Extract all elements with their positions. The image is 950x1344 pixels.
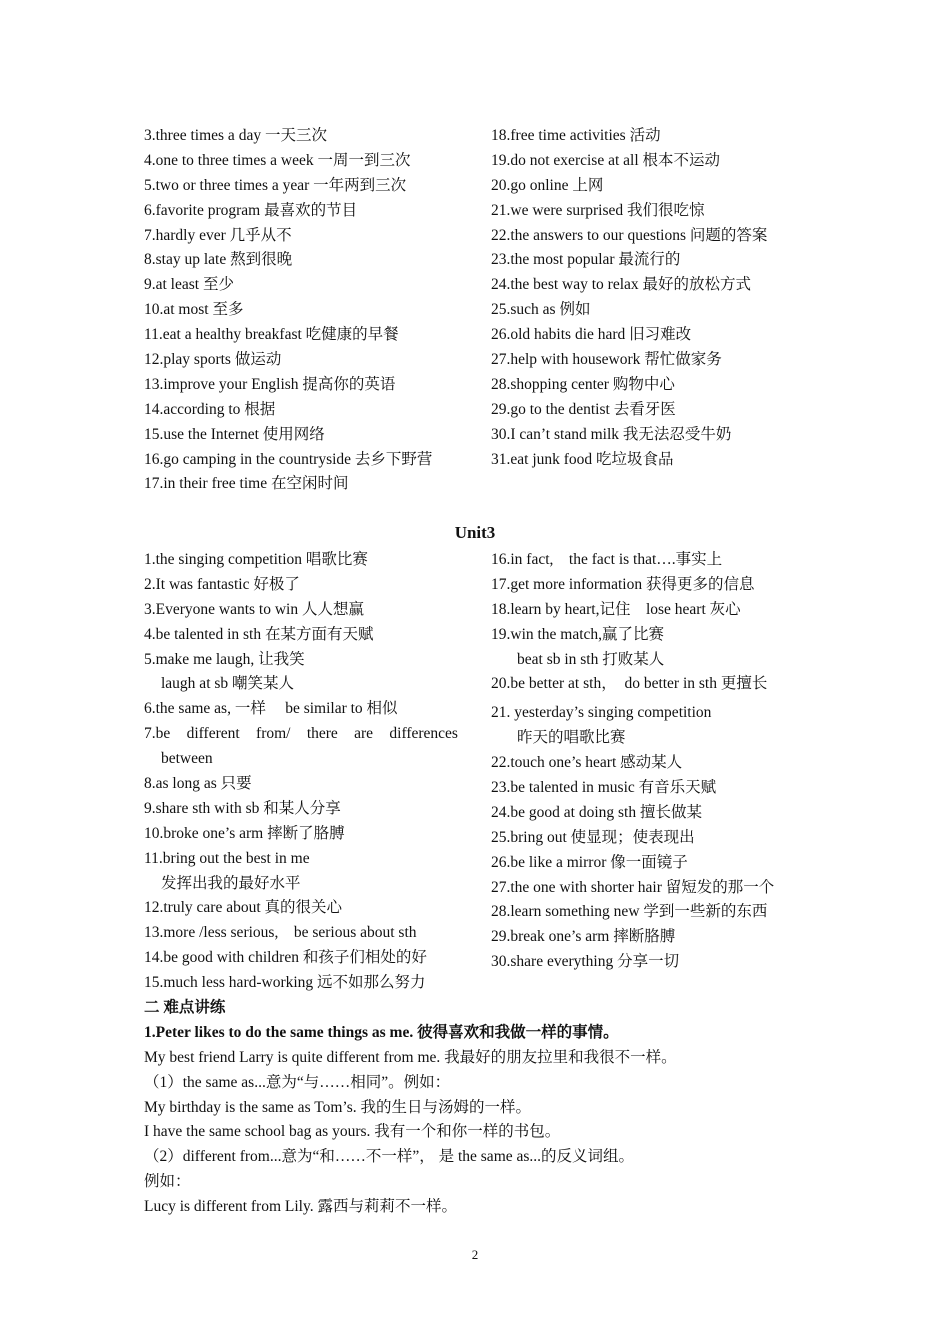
list-item: 21.we were surprised 我们很吃惊 [491, 201, 705, 219]
list-item: 12.truly care about 真的很关心 [144, 899, 343, 917]
explanation-text: （1）the same as...意为“与……相同”。例如： [144, 1073, 451, 1091]
list-item: 16.go camping in the countryside 去乡下野营 [144, 450, 433, 468]
word: are [354, 725, 374, 743]
list-item [144, 722, 458, 747]
unit3-left-column [144, 548, 458, 996]
list-item: 19.do not exercise at all 根本不运动 [491, 151, 721, 169]
list-item: 17.in their free time 在空闲时间 [144, 475, 349, 493]
list-item: 10.at most 至多 [144, 301, 244, 319]
list-item: 24.be good at doing sth 擅长做某 [491, 803, 702, 821]
list-item-continuation: beat sb in sth 打败某人 [517, 650, 665, 668]
list-item: 2.It was fantastic 好极了 [144, 575, 300, 593]
list-item: 31.eat junk food 吃垃圾食品 [491, 450, 674, 468]
list-item: 23.the most popular 最流行的 [491, 251, 681, 269]
list-item: 15.use the Internet 使用网络 [144, 425, 325, 443]
list-item: 11.eat a healthy breakfast 吃健康的早餐 [144, 326, 399, 344]
list-item: 26.be like a mirror 像一面镜子 [491, 853, 688, 871]
list-item: 16.in fact, the fact is that….事实上 [491, 551, 723, 568]
unit3-heading: Unit3 [454, 523, 496, 542]
list-item: 6.the same as, 一样 be similar to 相似 [144, 700, 398, 718]
list-item: 11.bring out the best in me [144, 849, 310, 867]
page-number: 2 [471, 1247, 479, 1262]
list-item: 30.share everything 分享一切 [491, 953, 680, 971]
list-item: 23.be talented in music 有音乐天赋 [491, 779, 717, 797]
list-item: 29.go to the dentist 去看牙医 [491, 400, 676, 418]
list-item: 6.favorite program 最喜欢的节目 [144, 201, 358, 219]
example-sentence: I have the same school bag as yours. 我有一个和你一样的书包。 [144, 1123, 561, 1141]
unit2-left-column [144, 124, 432, 497]
list-item: 19.win the match,赢了比赛 [491, 625, 665, 643]
section-heading: 二 难点讲练 [144, 999, 226, 1016]
list-item: 4.one to three times a week 一周一到三次 [144, 151, 411, 169]
word: differences [389, 725, 458, 743]
list-item: 30.I can’t stand milk 我无法忍受牛奶 [491, 425, 732, 443]
list-item: 1.the singing competition 唱歌比赛 [144, 551, 368, 568]
key-point-title: 1.Peter likes to do the same things as me. 彼得喜欢和我做一样的事情。 [144, 1023, 619, 1041]
example-sentence: Lucy is different from Lily. 露西与莉莉不一样。 [144, 1198, 457, 1216]
list-item-continuation: between [161, 750, 213, 768]
list-item: 8.as long as 只要 [144, 775, 252, 793]
list-item: 3.Everyone wants to win 人人想赢 [144, 600, 364, 618]
list-item: 25.such as 例如 [491, 301, 591, 319]
list-item: 22.touch one’s heart 感动某人 [491, 754, 683, 772]
list-item: 26.old habits die hard 旧习难改 [491, 326, 692, 344]
list-item: 5.two or three times a year 一年两到三次 [144, 176, 407, 194]
list-item: 28.learn something new 学到一些新的东西 [491, 903, 768, 921]
explanation-text: （2）different from...意为“和……不一样”， 是 the same as...的反义词组。 [144, 1148, 635, 1166]
list-item-continuation: laugh at sb 嘲笑某人 [161, 675, 295, 693]
list-item: 27.the one with shorter hair 留短发的那一个 [491, 878, 775, 896]
explanation-text: 例如： [144, 1173, 191, 1191]
list-item: 14.be good with children 和孩子们相处的好 [144, 949, 427, 967]
list-item: 15.much less hard-working 远不如那么努力 [144, 974, 426, 992]
list-item: 18.learn by heart,记住 lose heart 灰心 [491, 600, 741, 618]
list-item: 3.three times a day 一天三次 [144, 127, 327, 144]
list-item: 17.get more information 获得更多的信息 [491, 575, 755, 593]
list-item: 4.be talented in sth 在某方面有天赋 [144, 625, 374, 643]
list-item: 25.bring out 使显现；使表现出 [491, 828, 695, 846]
unit3-right-column [491, 548, 774, 975]
list-item-continuation: 昨天的唱歌比赛 [517, 729, 626, 747]
list-item-continuation: 发挥出我的最好水平 [161, 874, 301, 892]
list-item: 13.more /less serious, be serious about sth [144, 924, 417, 942]
example-sentence: My best friend Larry is quite different from me. 我最好的朋友拉里和我很不一样。 [144, 1048, 677, 1066]
list-item: 10.broke one’s arm 摔断了胳膊 [144, 824, 345, 842]
list-item: 9.at least 至少 [144, 276, 234, 294]
word: from/ [256, 725, 291, 743]
example-sentence: My birthday is the same as Tom’s. 我的生日与汤姆的一样。 [144, 1098, 531, 1116]
list-item: 12.play sports 做运动 [144, 351, 282, 369]
list-item: 28.shopping center 购物中心 [491, 375, 675, 393]
list-item: 20.be better at sth， do better in sth 更擅长 [491, 675, 768, 693]
list-item: 22.the answers to our questions 问题的答案 [491, 226, 768, 244]
list-item: 9.share sth with sb 和某人分享 [144, 799, 341, 817]
word: 7.be [144, 725, 171, 743]
list-item: 8.stay up late 熬到很晚 [144, 251, 293, 269]
list-item: 13.improve your English 提高你的英语 [144, 375, 396, 393]
list-item: 14.according to 根据 [144, 400, 276, 418]
list-item: 29.break one’s arm 摔断胳膊 [491, 928, 676, 946]
list-item: 20.go online 上网 [491, 176, 604, 194]
key-points-section [144, 996, 824, 1220]
word: there [306, 725, 338, 743]
list-item: 7.hardly ever 几乎从不 [144, 226, 292, 244]
word: different [186, 725, 240, 743]
list-item: 5.make me laugh, 让我笑 [144, 650, 305, 668]
list-item: 18.free time activities 活动 [491, 127, 661, 144]
list-item: 21. yesterday’s singing competition [491, 704, 712, 722]
list-item: 27.help with housework 帮忙做家务 [491, 351, 722, 369]
unit2-right-column [491, 124, 767, 472]
list-item: 24.the best way to relax 最好的放松方式 [491, 276, 752, 294]
